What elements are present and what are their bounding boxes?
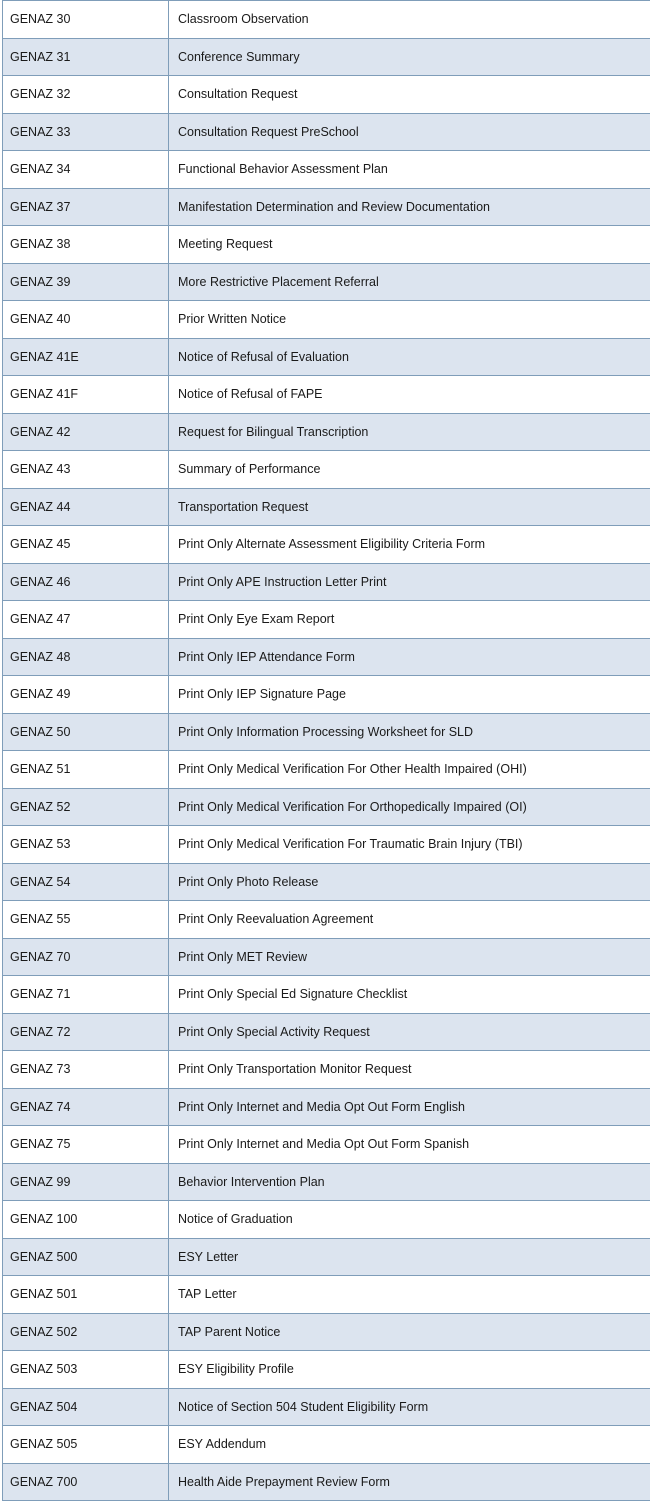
form-code-cell: GENAZ 503 xyxy=(3,1351,169,1389)
table-row xyxy=(3,526,650,564)
form-code-cell: GENAZ 41E xyxy=(3,338,169,376)
form-code-cell: GENAZ 502 xyxy=(3,1313,169,1351)
form-name-cell: Functional Behavior Assessment Plan xyxy=(169,151,650,189)
form-code-cell: GENAZ 100 xyxy=(3,1201,169,1239)
table-row xyxy=(3,188,650,226)
form-code-cell: GENAZ 39 xyxy=(3,263,169,301)
form-name-cell: Manifestation Determination and Review Documentation xyxy=(169,188,650,226)
form-code-cell: GENAZ 50 xyxy=(3,713,169,751)
table-row xyxy=(3,151,650,189)
form-name-cell: Notice of Refusal of FAPE xyxy=(169,376,650,414)
form-name-cell: Consultation Request PreSchool xyxy=(169,113,650,151)
table-row xyxy=(3,226,650,264)
form-name-cell: Request for Bilingual Transcription xyxy=(169,413,650,451)
form-name-cell: Transportation Request xyxy=(169,488,650,526)
table-row xyxy=(3,38,650,76)
table-row xyxy=(3,1238,650,1276)
form-code-cell: GENAZ 46 xyxy=(3,563,169,601)
form-name-cell: Print Only Eye Exam Report xyxy=(169,601,650,639)
form-name-cell: Consultation Request xyxy=(169,76,650,114)
form-code-cell: GENAZ 31 xyxy=(3,38,169,76)
form-name-cell: Conference Summary xyxy=(169,38,650,76)
form-code-cell: GENAZ 43 xyxy=(3,451,169,489)
form-name-cell: Summary of Performance xyxy=(169,451,650,489)
table-row xyxy=(3,1163,650,1201)
table-row xyxy=(3,713,650,751)
table-row xyxy=(3,563,650,601)
form-code-cell: GENAZ 49 xyxy=(3,676,169,714)
form-name-cell: TAP Parent Notice xyxy=(169,1313,650,1351)
form-name-cell: ESY Addendum xyxy=(169,1426,650,1464)
form-name-cell: ESY Eligibility Profile xyxy=(169,1351,650,1389)
form-name-cell: Behavior Intervention Plan xyxy=(169,1163,650,1201)
table-row xyxy=(3,263,650,301)
form-code-cell: GENAZ 37 xyxy=(3,188,169,226)
table-row xyxy=(3,1351,650,1389)
table-row xyxy=(3,1313,650,1351)
table-row xyxy=(3,76,650,114)
table-row xyxy=(3,1276,650,1314)
form-name-cell: Notice of Refusal of Evaluation xyxy=(169,338,650,376)
form-name-cell: Prior Written Notice xyxy=(169,301,650,339)
form-code-cell: GENAZ 53 xyxy=(3,826,169,864)
form-name-cell: Print Only Information Processing Worksheet for SLD xyxy=(169,713,650,751)
forms-table xyxy=(2,0,650,1501)
form-name-cell: Print Only Medical Verification For Other Health Impaired (OHI) xyxy=(169,751,650,789)
table-row xyxy=(3,676,650,714)
table-row xyxy=(3,451,650,489)
form-code-cell: GENAZ 51 xyxy=(3,751,169,789)
table-row xyxy=(3,1088,650,1126)
table-row xyxy=(3,1013,650,1051)
form-code-cell: GENAZ 72 xyxy=(3,1013,169,1051)
form-code-cell: GENAZ 47 xyxy=(3,601,169,639)
forms-table-body xyxy=(3,1,650,1501)
form-name-cell: TAP Letter xyxy=(169,1276,650,1314)
table-row xyxy=(3,638,650,676)
form-code-cell: GENAZ 45 xyxy=(3,526,169,564)
table-row xyxy=(3,1051,650,1089)
form-code-cell: GENAZ 38 xyxy=(3,226,169,264)
form-code-cell: GENAZ 505 xyxy=(3,1426,169,1464)
table-row xyxy=(3,788,650,826)
table-row xyxy=(3,826,650,864)
form-code-cell: GENAZ 70 xyxy=(3,938,169,976)
form-code-cell: GENAZ 54 xyxy=(3,863,169,901)
form-name-cell: More Restrictive Placement Referral xyxy=(169,263,650,301)
table-row xyxy=(3,1201,650,1239)
table-row xyxy=(3,938,650,976)
form-name-cell: Notice of Section 504 Student Eligibility Form xyxy=(169,1388,650,1426)
table-row xyxy=(3,751,650,789)
table-row xyxy=(3,413,650,451)
form-name-cell: Print Only APE Instruction Letter Print xyxy=(169,563,650,601)
form-code-cell: GENAZ 55 xyxy=(3,901,169,939)
form-code-cell: GENAZ 700 xyxy=(3,1463,169,1501)
form-code-cell: GENAZ 40 xyxy=(3,301,169,339)
form-code-cell: GENAZ 42 xyxy=(3,413,169,451)
table-row xyxy=(3,976,650,1014)
form-code-cell: GENAZ 41F xyxy=(3,376,169,414)
form-name-cell: Print Only Reevaluation Agreement xyxy=(169,901,650,939)
form-name-cell: Health Aide Prepayment Review Form xyxy=(169,1463,650,1501)
form-name-cell: Print Only IEP Attendance Form xyxy=(169,638,650,676)
table-row xyxy=(3,301,650,339)
form-code-cell: GENAZ 30 xyxy=(3,1,169,39)
table-row xyxy=(3,1388,650,1426)
form-code-cell: GENAZ 99 xyxy=(3,1163,169,1201)
form-name-cell: Meeting Request xyxy=(169,226,650,264)
table-row xyxy=(3,1,650,39)
table-row xyxy=(3,1426,650,1464)
form-name-cell: Notice of Graduation xyxy=(169,1201,650,1239)
form-name-cell: Print Only Internet and Media Opt Out Form English xyxy=(169,1088,650,1126)
table-row xyxy=(3,901,650,939)
form-code-cell: GENAZ 33 xyxy=(3,113,169,151)
form-name-cell: Print Only Transportation Monitor Request xyxy=(169,1051,650,1089)
table-row xyxy=(3,1126,650,1164)
table-row xyxy=(3,601,650,639)
form-name-cell: Print Only Special Activity Request xyxy=(169,1013,650,1051)
form-code-cell: GENAZ 48 xyxy=(3,638,169,676)
form-code-cell: GENAZ 501 xyxy=(3,1276,169,1314)
form-name-cell: Print Only Internet and Media Opt Out Form Spanish xyxy=(169,1126,650,1164)
form-name-cell: Print Only Medical Verification For Orthopedically Impaired (OI) xyxy=(169,788,650,826)
form-name-cell: Print Only Alternate Assessment Eligibility Criteria Form xyxy=(169,526,650,564)
table-row xyxy=(3,338,650,376)
form-code-cell: GENAZ 74 xyxy=(3,1088,169,1126)
form-name-cell: Print Only Medical Verification For Traumatic Brain Injury (TBI) xyxy=(169,826,650,864)
form-code-cell: GENAZ 504 xyxy=(3,1388,169,1426)
form-name-cell: Classroom Observation xyxy=(169,1,650,39)
form-code-cell: GENAZ 52 xyxy=(3,788,169,826)
form-code-cell: GENAZ 44 xyxy=(3,488,169,526)
form-name-cell: Print Only Photo Release xyxy=(169,863,650,901)
form-name-cell: Print Only IEP Signature Page xyxy=(169,676,650,714)
table-row xyxy=(3,376,650,414)
form-name-cell: Print Only MET Review xyxy=(169,938,650,976)
form-code-cell: GENAZ 500 xyxy=(3,1238,169,1276)
form-code-cell: GENAZ 71 xyxy=(3,976,169,1014)
form-code-cell: GENAZ 32 xyxy=(3,76,169,114)
table-row xyxy=(3,863,650,901)
form-code-cell: GENAZ 34 xyxy=(3,151,169,189)
table-row xyxy=(3,488,650,526)
table-row xyxy=(3,113,650,151)
table-row xyxy=(3,1463,650,1501)
form-code-cell: GENAZ 75 xyxy=(3,1126,169,1164)
form-code-cell: GENAZ 73 xyxy=(3,1051,169,1089)
form-name-cell: Print Only Special Ed Signature Checklist xyxy=(169,976,650,1014)
form-name-cell: ESY Letter xyxy=(169,1238,650,1276)
